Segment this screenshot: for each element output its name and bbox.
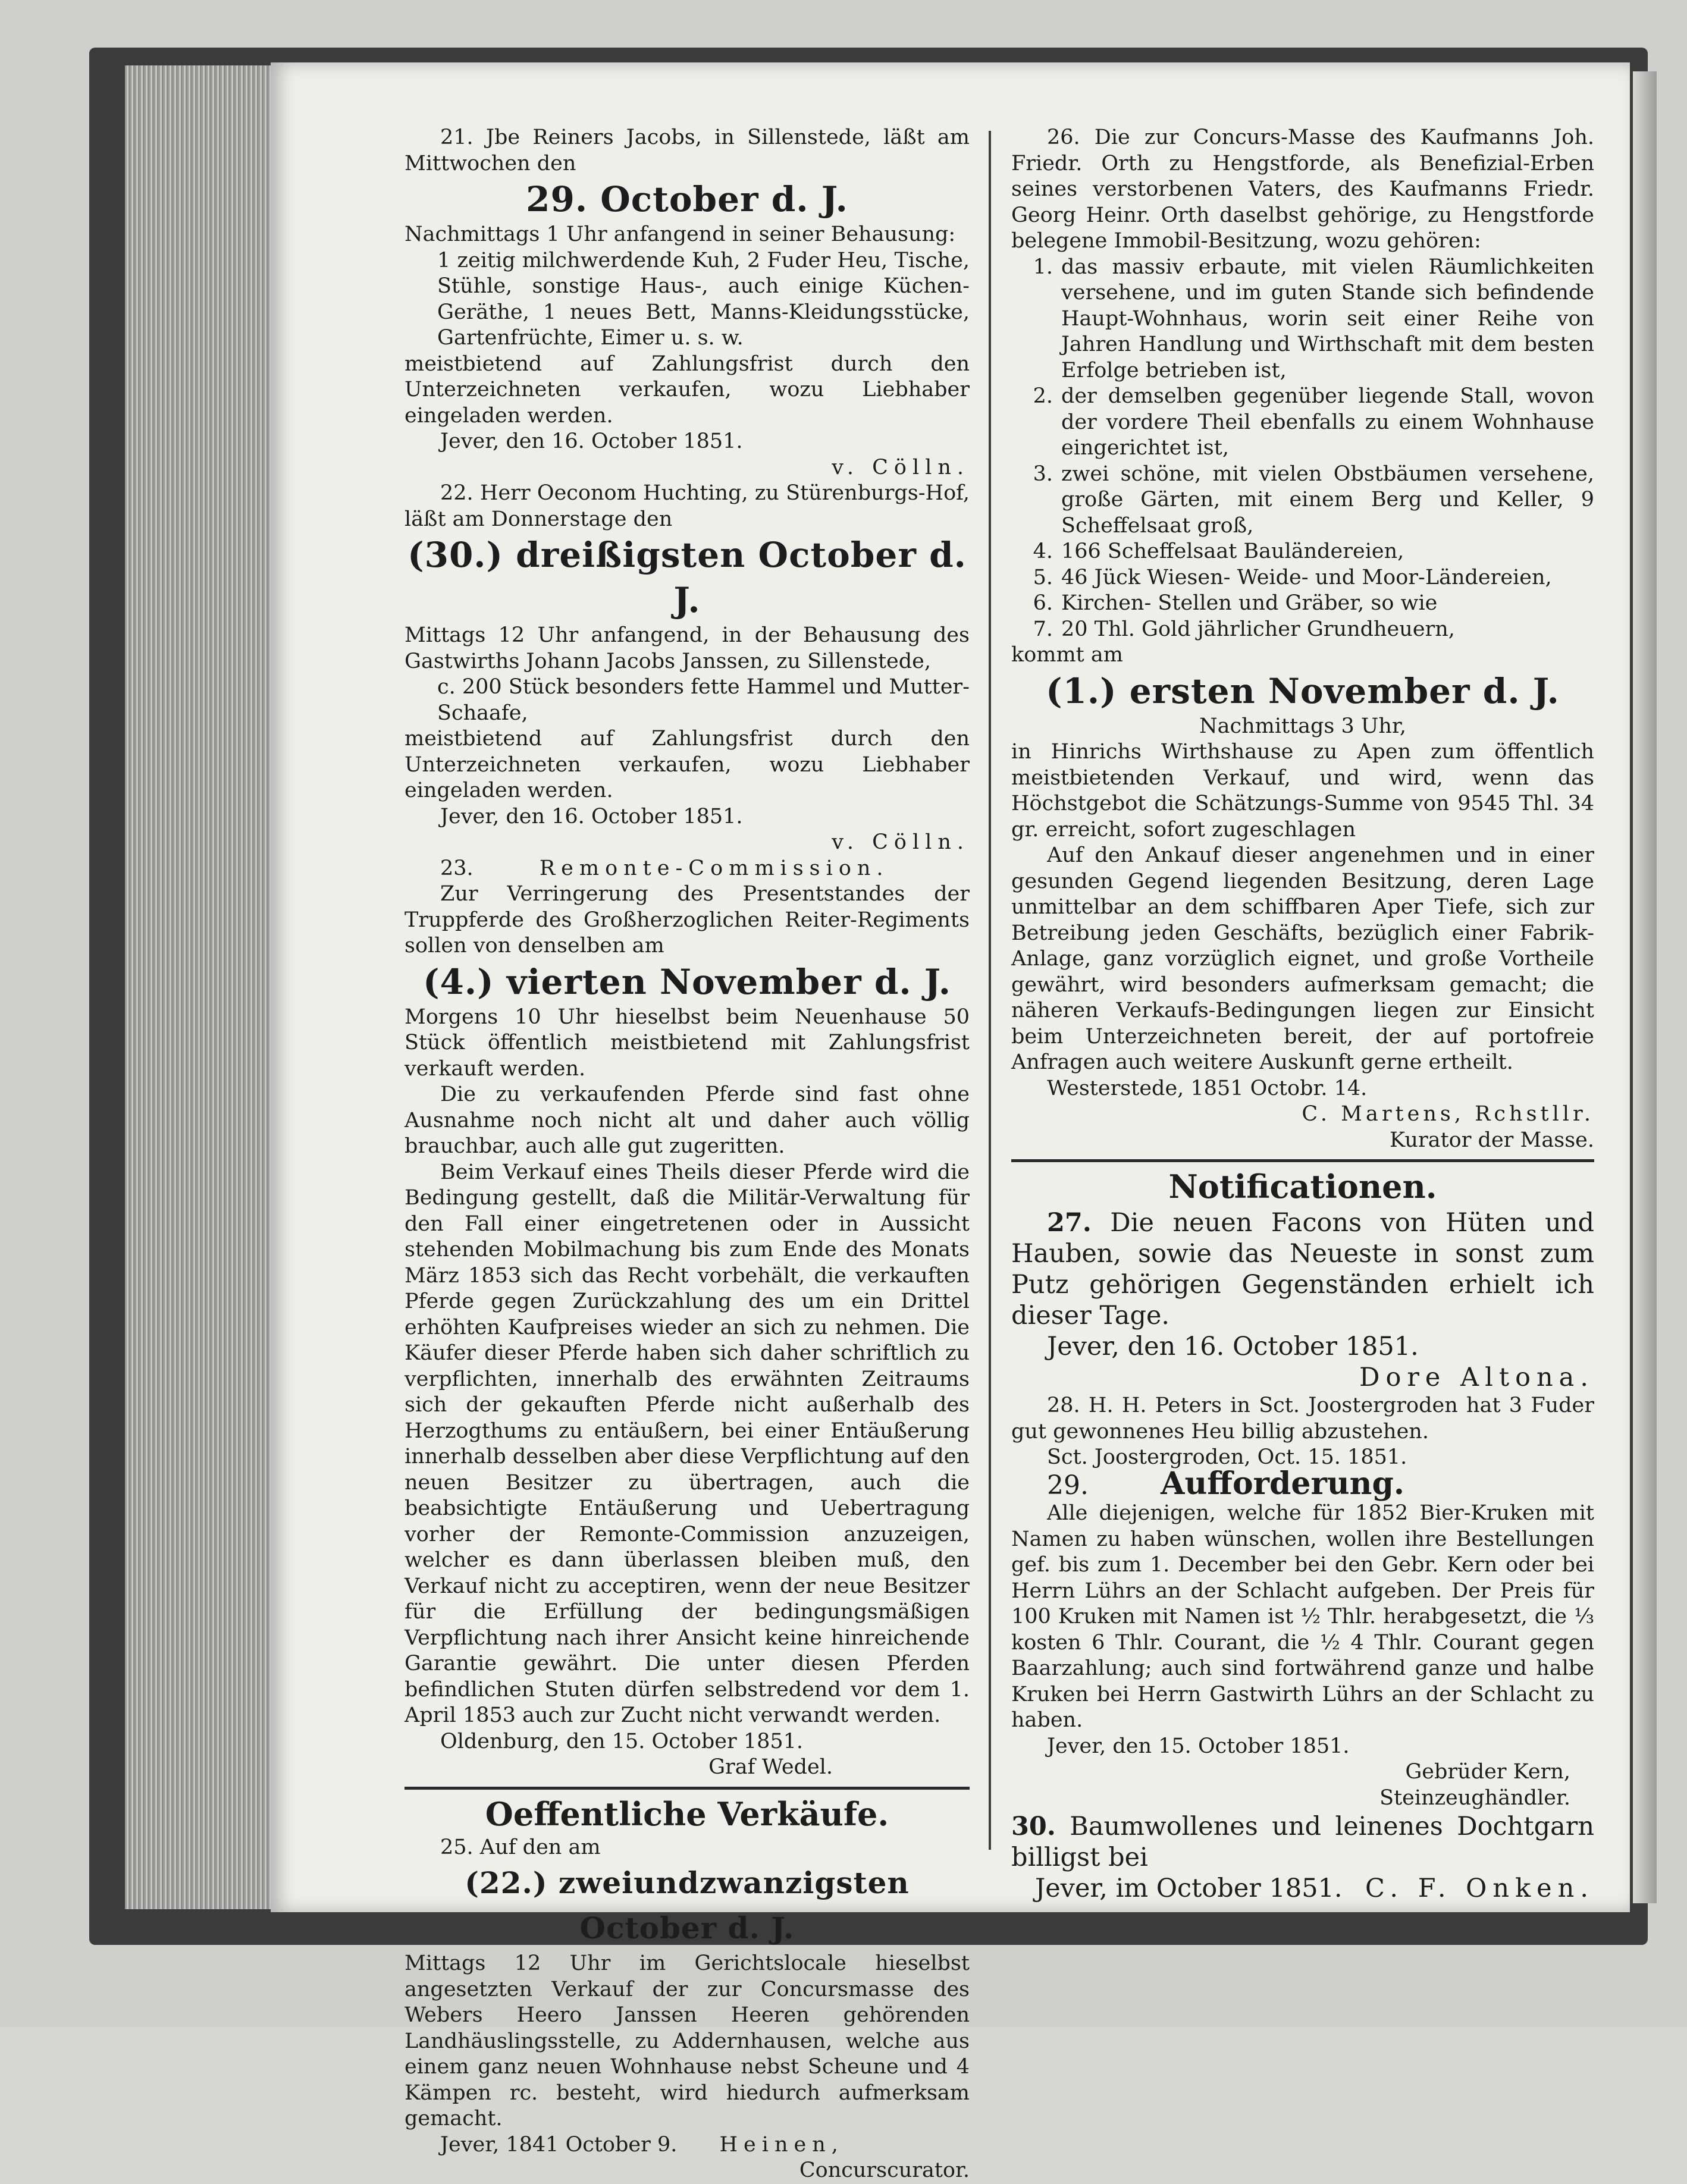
items-list: c. 200 Stück besonders fette Hammel und Mutter-Schaafe,	[437, 675, 970, 725]
paragraph: Alle diejenigen, welche für 1852 Bier-Kruken mit Namen zu haben wünschen, wollen ihre Bestellungen gef. bis zum 1. December bei den Gebr. Kern oder bei Herrn Lührs an der Schlacht aufgeben. Der Preis für 100 Kruken mit Namen ist ½ Thlr. herabgesetzt, die ⅓ kosten 6 Thlr. Courant, die ½ 4 Thlr. Courant gegen Baarzahlung; auch sind fortwährend ganze und halbe Kruken bei Herrn Gastwirth Lührs an der Schlacht zu haben.	[1011, 1501, 1594, 1732]
signature: v. Cölln.	[832, 455, 970, 479]
place-date: Jever, 1841 October 9.	[440, 2132, 678, 2157]
notice-terms: meistbietend auf Zahlungsfrist durch den Unterzeichneten verkaufen, wozu Liebhaber eingeladen werden.	[404, 352, 970, 428]
paragraph: in Hinrichs Wirthshause zu Apen zum öffentlich meistbietenden Verkauf, und wird, wenn das Höchstgebot die Schätzungs-Summe von 9545 Thl. 34 gr. erreicht, sofort zugeschlagen	[1011, 740, 1594, 842]
paragraph: Zur Verringerung des Presentstandes der Truppferde des Großherzoglichen Reiter-Regiments sollen von denselben am	[404, 882, 970, 958]
place-date: Oldenburg, den 15. October 1851.	[440, 1729, 804, 1753]
notice-number: 30.	[1011, 1812, 1056, 1841]
auction-date: (22.) zweiundzwanzigsten October d. J.	[465, 1865, 910, 1945]
signer-title: Concurscurator.	[799, 2158, 970, 2182]
paragraph: 28. H. H. Peters in Sct. Joostergroden hat 3 Fuder gut gewonnenes Heu billig abzustehen.	[1011, 1394, 1594, 1444]
notice-terms: meistbietend auf Zahlungsfrist durch den Unterzeichneten verkaufen, wozu Liebhaber eingeladen werden.	[404, 727, 970, 802]
section-rule	[404, 1787, 970, 1790]
signature: Gebrüder Kern,	[1405, 1760, 1570, 1784]
list-item: 6. Kirchen- Stellen und Gräber, so wie	[1033, 591, 1438, 615]
auction-date: (4.) vierten November d. J.	[423, 961, 951, 1002]
paragraph: Auf den Ankauf dieser angenehmen und in einer gesunden Gegend liegenden Besitzung, deren Lage unmittelbar an dem schiffbaren Aper Tiefe, sich zur Betreibung jeden Geschäfts, bezüglich einer Fabrik-Anlage, ganz vorzüglich eignet, und große Vortheile gewährt, wird besonders aufmerksam gemacht; die näheren Verkaufs-Bedingungen liegen zur Einsicht beim Unterzeichneten bereit, der auf portofreie Anfragen auch weitere Auskunft gerne ertheilt.	[1011, 843, 1594, 1074]
list-item: 3. zwei schöne, mit vielen Obstbäumen versehene, große Gärten, mit einem Berg und Keller, 9 Scheffelsaat groß,	[1033, 462, 1594, 538]
notice-intro: 25. Auf den am	[440, 1835, 601, 1859]
place-date: Jever, den 16. October 1851.	[440, 429, 743, 453]
paragraph: Mittags 12 Uhr im Gerichtslocale hieselbst angesetzten Verkauf der zur Concursmasse des Webers Heero Janssen Heeren gehörenden Landhäuslingsstelle, zu Addernhausen, welche aus einem ganz neuen Wohnhause nebst Scheune und 4 Kämpen rc. besteht, wird hiedurch aufmerksam gemacht.	[404, 1951, 970, 2130]
place-date: Jever, den 16. October 1851.	[1047, 1332, 1419, 1361]
list-item: 4. 166 Scheffelsaat Bauländereien,	[1033, 539, 1404, 563]
notice-heading: Remonte-Commission.	[539, 856, 889, 880]
section-heading: Oeffentliche Verkäufe.	[485, 1794, 889, 1833]
notice-heading: Aufforderung.	[1161, 1465, 1404, 1502]
list-item: 5. 46 Jück Wiesen- Weide- und Moor-Ländereien,	[1033, 565, 1552, 589]
signature: v. Cölln.	[832, 830, 970, 854]
place-date: Jever, im October 1851.	[1035, 1874, 1343, 1903]
notice-time: Mittags 12 Uhr anfangend, in der Behausung des Gastwirths Johann Jacobs Janssen, zu Sillenstede,	[404, 623, 970, 673]
place-date: Westerstede, 1851 Octobr. 14.	[1047, 1076, 1368, 1100]
notice-26	[1011, 125, 1594, 1153]
signature: C. Martens, Rchstllr.	[1302, 1102, 1594, 1126]
signature: Dore Altona.	[1359, 1363, 1594, 1392]
list-item: 7. 20 Thl. Gold jährlicher Grundheuern,	[1033, 617, 1455, 641]
paragraph: Baumwollenes und leinenes Dochtgarn billigst bei	[1011, 1812, 1595, 1872]
notice-number: 29.	[1047, 1470, 1089, 1501]
auction-date: (1.) ersten November d. J.	[1046, 670, 1560, 711]
place-date: Jever, den 16. October 1851.	[440, 804, 743, 829]
facing-page-edge	[1633, 71, 1657, 1903]
notice-number: 23.	[440, 856, 474, 880]
paragraph: Morgens 10 Uhr hieselbst beim Neuenhause 50 Stück öffentlich meistbietend mit Zahlungsfrist verkauft werden.	[404, 1005, 970, 1081]
signer-title: Steinzeughändler.	[1379, 1786, 1570, 1810]
notice-29	[1011, 1465, 1594, 1812]
paragraph: Die zu verkaufenden Pferde sind fast ohne Ausnahme noch nicht alt und daher auch völlig brauchbar, auch alle gut zugeritten.	[404, 1082, 970, 1158]
section-rule	[1011, 1159, 1594, 1162]
paragraph: Beim Verkauf eines Theils dieser Pferde wird die Bedingung gestellt, daß die Militär-Verwaltung für den Fall einer eingetretenen oder in Aussicht stehenden Mobilmachung bis zum Ende des Monats März 1853 sich das Recht vorbehält, die verkauften Pferde gegen Zurückzahlung des um ein Drittel erhöhten Kaufpreises wieder an sich zu nehmen. Die Käufer dieser Pferde haben sich daher schriftlich zu verpflichten, innerhalb des erwähnten Zeitraums sich der gekauften Pferde nicht außerhalb des Herzogthums zu entäußern, bei einer Entäußerung innerhalb desselben aber diese Verpflichtung auf den neuen Besitzer zu übertragen, auch die beabsichtigte Entäußerung und Uebertragung vorher der Remonte-Commission anzuzeigen, welcher es dann überlassen bleiben muß, den Verkauf nicht zu acceptiren, wenn der neue Besitzer für die Erfüllung der bedingungsmäßigen Verpflichtung nach ihrer Ansicht keine hinreichende Garantie gewährt. Die unter diesen Pferden befindlichen Stuten dürfen selbstredend vor dem 1. April 1853 auch zur Zucht nicht verwandt werden.	[404, 1160, 970, 1727]
notice-27	[1011, 1207, 1594, 1393]
notice-21	[404, 125, 970, 481]
signature: Graf Wedel.	[708, 1755, 833, 1779]
notice-number: 27.	[1047, 1208, 1092, 1238]
notice-28	[1011, 1393, 1594, 1471]
page-edges	[125, 65, 274, 1909]
notice-time: Nachmittags 1 Uhr anfangend in seiner Behausung:	[404, 222, 956, 246]
signer-title: Kurator der Masse.	[1390, 1128, 1594, 1152]
notice-23	[404, 856, 970, 1781]
paragraph: Die neuen Facons von Hüten und Hauben, sowie das Neueste in sonst zum Putz gehörigen Gegenständen erhielt ich dieser Tage.	[1011, 1208, 1595, 1331]
list-item: 1. das massiv erbaute, mit vielen Räumlichkeiten versehene, und im guten Stande sich befindende Haupt-Wohnhaus, worin seit einer Reihe von Jahren Handlung und Wirthschaft mit dem besten Erfolge betrieben ist,	[1033, 255, 1594, 382]
signature: Heinen,	[719, 2132, 844, 2157]
place-date: Jever, den 15. October 1851.	[1047, 1734, 1350, 1758]
notice-time: Nachmittags 3 Uhr,	[1199, 714, 1406, 738]
section-heading: Notificationen.	[1168, 1168, 1437, 1206]
auction-date: (30.) dreißigsten October d. J.	[407, 535, 967, 620]
column-rule	[989, 131, 991, 1850]
right-column	[1011, 125, 1594, 1904]
notice-intro: 22. Herr Oeconom Huchting, zu Stürenburgs-Hof, läßt am Donnerstage den	[404, 481, 970, 531]
signature: C. F. Onken.	[1365, 1874, 1594, 1903]
notice-22	[404, 481, 970, 856]
notice-30	[1011, 1811, 1594, 1904]
notice-intro: 26. Die zur Concurs-Masse des Kaufmanns Joh. Friedr. Orth zu Hengstforde, als Benefizial-Erben seines verstorbenen Vaters, des Kaufmanns Friedr. Georg Heinr. Orth daselbst gehörige, zu Hengstforde belegene Immobil-Besitzung, wozu gehören:	[1011, 125, 1594, 253]
notice-intro: 21. Jbe Reiners Jacobs, in Sillenstede, läßt am Mittwochen den	[404, 125, 970, 175]
kommt-am: kommt am	[1011, 643, 1123, 667]
left-column	[404, 125, 970, 2184]
auction-date: 29. October d. J.	[526, 179, 848, 219]
notice-25	[404, 1835, 970, 2184]
list-item: 2. der demselben gegenüber liegende Stall, wovon der vordere Theil ebenfalls zu einem Wohnhause eingerichtet ist,	[1033, 384, 1594, 460]
place-date: Sct. Joostergroden, Oct. 15. 1851.	[1047, 1445, 1407, 1469]
items-list: 1 zeitig milchwerdende Kuh, 2 Fuder Heu, Tische, Stühle, sonstige Haus-, auch einige Küchen-Geräthe, 1 neues Bett, Manns-Kleidungsstücke, Gartenfrüchte, Eimer u. s. w.	[437, 248, 970, 350]
